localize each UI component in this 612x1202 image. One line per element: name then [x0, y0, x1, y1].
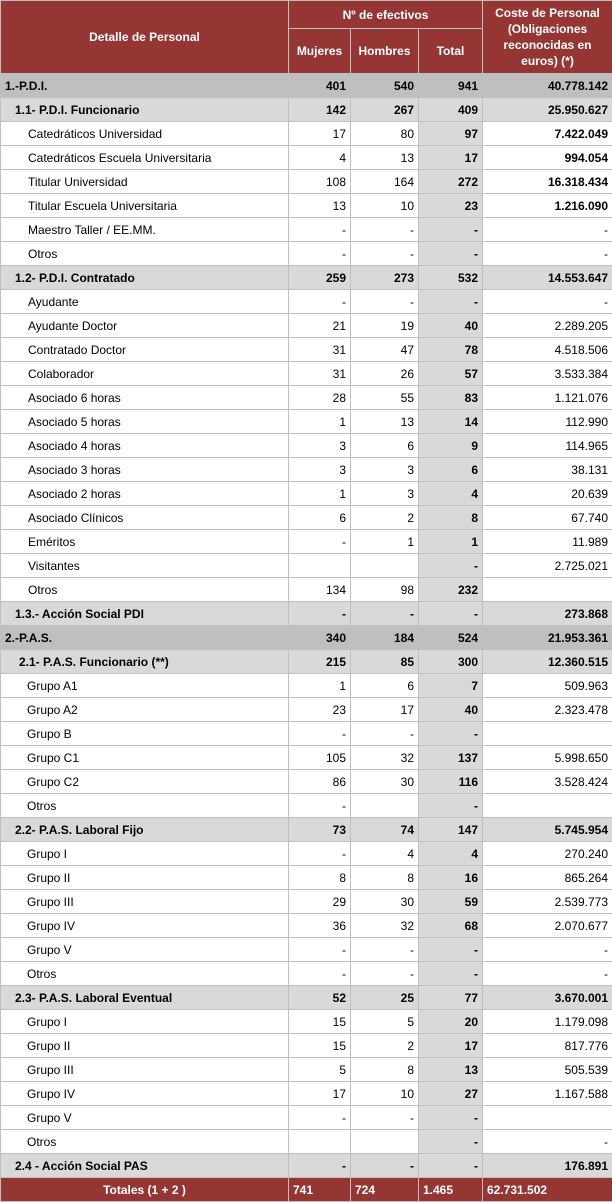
total-count: -	[419, 794, 483, 818]
total-count: 40	[419, 314, 483, 338]
table-row	[1, 1082, 612, 1106]
total-count: 6	[419, 458, 483, 482]
women-count: 340	[289, 626, 351, 650]
cost-value: 3.528.424	[483, 770, 612, 794]
total-count: 1	[419, 530, 483, 554]
row-label: Grupo II	[1, 1034, 289, 1058]
section-row	[1, 1154, 612, 1178]
men-count: -	[351, 218, 419, 242]
row-label: Grupo IV	[1, 1082, 289, 1106]
total-count: 83	[419, 386, 483, 410]
total-count: 59	[419, 890, 483, 914]
men-count: 85	[351, 650, 419, 674]
total-count: 409	[419, 98, 483, 122]
women-count: 8	[289, 866, 351, 890]
men-count: 273	[351, 266, 419, 290]
table-row	[1, 482, 612, 506]
women-count: 29	[289, 890, 351, 914]
row-label: Grupo I	[1, 1010, 289, 1034]
men-count: 80	[351, 122, 419, 146]
cost-value: 273.868	[483, 602, 612, 626]
row-label: 2.3- P.A.S. Laboral Eventual	[1, 986, 289, 1010]
row-label: 2.2- P.A.S. Laboral Fijo	[1, 818, 289, 842]
table-row	[1, 962, 612, 986]
total-count: -	[419, 554, 483, 578]
cost-value: 176.891	[483, 1154, 612, 1178]
row-label: 2.-P.A.S.	[1, 626, 289, 650]
men-count: 30	[351, 890, 419, 914]
table-row	[1, 506, 612, 530]
cost-value: -	[483, 218, 612, 242]
totals-cost: 62.731.502	[483, 1178, 612, 1202]
men-count: 47	[351, 338, 419, 362]
row-label: Colaborador	[1, 362, 289, 386]
total-count: 8	[419, 506, 483, 530]
row-label: Titular Escuela Universitaria	[1, 194, 289, 218]
women-count: 31	[289, 362, 351, 386]
men-count: 17	[351, 698, 419, 722]
women-count: 134	[289, 578, 351, 602]
table-row	[1, 578, 612, 602]
women-count: -	[289, 290, 351, 314]
total-count: 27	[419, 1082, 483, 1106]
women-count: 17	[289, 122, 351, 146]
table-row	[1, 914, 612, 938]
women-count	[289, 1130, 351, 1154]
cost-value: 1.167.588	[483, 1082, 612, 1106]
women-count	[289, 554, 351, 578]
cost-value: 40.778.142	[483, 74, 612, 98]
row-label: 1.2- P.D.I. Contratado	[1, 266, 289, 290]
header-detail: Detalle de Personal	[1, 1, 289, 74]
women-count: 401	[289, 74, 351, 98]
women-count: 259	[289, 266, 351, 290]
total-count: 23	[419, 194, 483, 218]
cost-value: -	[483, 290, 612, 314]
total-count: 9	[419, 434, 483, 458]
row-label: Grupo II	[1, 866, 289, 890]
men-count: -	[351, 722, 419, 746]
men-count: 30	[351, 770, 419, 794]
row-label: Eméritos	[1, 530, 289, 554]
table-row	[1, 314, 612, 338]
table-row	[1, 218, 612, 242]
men-count: 4	[351, 842, 419, 866]
total-count: 147	[419, 818, 483, 842]
women-count: -	[289, 722, 351, 746]
row-label: Grupo C2	[1, 770, 289, 794]
women-count: 15	[289, 1034, 351, 1058]
cost-value: 2.725.021	[483, 554, 612, 578]
table-row	[1, 1130, 612, 1154]
total-count: 17	[419, 146, 483, 170]
total-count: 524	[419, 626, 483, 650]
table-row	[1, 1034, 612, 1058]
table-row	[1, 290, 612, 314]
row-label: Maestro Taller / EE.MM.	[1, 218, 289, 242]
cost-value: 2.323.478	[483, 698, 612, 722]
table-row	[1, 170, 612, 194]
women-count: -	[289, 938, 351, 962]
row-label: Ayudante	[1, 290, 289, 314]
men-count: 10	[351, 1082, 419, 1106]
total-count: 137	[419, 746, 483, 770]
table-row	[1, 698, 612, 722]
total-count: 7	[419, 674, 483, 698]
men-count	[351, 554, 419, 578]
row-label: Otros	[1, 578, 289, 602]
table-row	[1, 338, 612, 362]
men-count: -	[351, 242, 419, 266]
header-total: Total	[419, 29, 483, 74]
men-count: 98	[351, 578, 419, 602]
cost-value: 4.518.506	[483, 338, 612, 362]
row-label: Asociado 4 horas	[1, 434, 289, 458]
row-label: Visitantes	[1, 554, 289, 578]
men-count: 19	[351, 314, 419, 338]
cost-value: 21.953.361	[483, 626, 612, 650]
row-label: Grupo IV	[1, 914, 289, 938]
men-count: 25	[351, 986, 419, 1010]
row-label: Otros	[1, 794, 289, 818]
women-count: 21	[289, 314, 351, 338]
table-row	[1, 530, 612, 554]
table-row	[1, 1058, 612, 1082]
totals-men: 724	[351, 1178, 419, 1202]
total-count: -	[419, 962, 483, 986]
women-count: 142	[289, 98, 351, 122]
women-count: 108	[289, 170, 351, 194]
women-count: -	[289, 1154, 351, 1178]
men-count: 6	[351, 434, 419, 458]
cost-value: -	[483, 938, 612, 962]
men-count: -	[351, 938, 419, 962]
row-label: Grupo A1	[1, 674, 289, 698]
women-count: 73	[289, 818, 351, 842]
cost-value: 11.989	[483, 530, 612, 554]
women-count: 52	[289, 986, 351, 1010]
women-count: -	[289, 842, 351, 866]
women-count: 105	[289, 746, 351, 770]
women-count: 6	[289, 506, 351, 530]
row-label: 1.1- P.D.I. Funcionario	[1, 98, 289, 122]
cost-value	[483, 1106, 612, 1130]
total-count: 20	[419, 1010, 483, 1034]
women-count: 13	[289, 194, 351, 218]
table-row	[1, 938, 612, 962]
men-count: 3	[351, 482, 419, 506]
cost-value: 270.240	[483, 842, 612, 866]
section-row	[1, 818, 612, 842]
section-row	[1, 98, 612, 122]
men-count: -	[351, 962, 419, 986]
table-row	[1, 554, 612, 578]
total-count: 17	[419, 1034, 483, 1058]
men-count: 267	[351, 98, 419, 122]
cost-value: 114.965	[483, 434, 612, 458]
men-count: 2	[351, 1034, 419, 1058]
total-count: 14	[419, 410, 483, 434]
cost-value: 20.639	[483, 482, 612, 506]
table-row	[1, 890, 612, 914]
women-count: -	[289, 242, 351, 266]
row-label: Ayudante Doctor	[1, 314, 289, 338]
total-count: 78	[419, 338, 483, 362]
cost-value	[483, 794, 612, 818]
cost-value: 1.179.098	[483, 1010, 612, 1034]
row-label: Asociado Clínicos	[1, 506, 289, 530]
table-row	[1, 122, 612, 146]
section-row	[1, 986, 612, 1010]
section-row	[1, 650, 612, 674]
total-count: 4	[419, 842, 483, 866]
women-count: 3	[289, 434, 351, 458]
cost-value	[483, 578, 612, 602]
cost-value: 3.670.001	[483, 986, 612, 1010]
total-count: 272	[419, 170, 483, 194]
row-label: 2.4 - Acción Social PAS	[1, 1154, 289, 1178]
cost-value: 67.740	[483, 506, 612, 530]
total-count: 57	[419, 362, 483, 386]
table-row	[1, 770, 612, 794]
men-count: 26	[351, 362, 419, 386]
totals-women: 741	[289, 1178, 351, 1202]
cost-value: 3.533.384	[483, 362, 612, 386]
men-count: 13	[351, 146, 419, 170]
total-count: 16	[419, 866, 483, 890]
table-row	[1, 146, 612, 170]
men-count: 3	[351, 458, 419, 482]
row-label: Otros	[1, 962, 289, 986]
table-row	[1, 362, 612, 386]
cost-value: 16.318.434	[483, 170, 612, 194]
total-count: 232	[419, 578, 483, 602]
women-count: 86	[289, 770, 351, 794]
women-count: 1	[289, 410, 351, 434]
table-row	[1, 722, 612, 746]
row-label: 1.3.- Acción Social PDI	[1, 602, 289, 626]
women-count: 1	[289, 674, 351, 698]
total-count: -	[419, 242, 483, 266]
total-count: -	[419, 1106, 483, 1130]
row-label: Asociado 3 horas	[1, 458, 289, 482]
table-row	[1, 1106, 612, 1130]
cost-value: 509.963	[483, 674, 612, 698]
total-count: -	[419, 218, 483, 242]
table-row	[1, 242, 612, 266]
header-effectives: Nº de efectivos	[289, 1, 483, 29]
women-count: -	[289, 1106, 351, 1130]
table-row	[1, 794, 612, 818]
men-count	[351, 1130, 419, 1154]
men-count: 55	[351, 386, 419, 410]
men-count: 8	[351, 1058, 419, 1082]
table-row	[1, 194, 612, 218]
men-count: 184	[351, 626, 419, 650]
table-row	[1, 866, 612, 890]
men-count: 8	[351, 866, 419, 890]
table-row	[1, 1010, 612, 1034]
row-label: Grupo B	[1, 722, 289, 746]
row-label: Titular Universidad	[1, 170, 289, 194]
women-count: 3	[289, 458, 351, 482]
men-count: 10	[351, 194, 419, 218]
row-label: Grupo I	[1, 842, 289, 866]
total-count: 300	[419, 650, 483, 674]
row-label: Catedráticos Universidad	[1, 122, 289, 146]
women-count: -	[289, 218, 351, 242]
men-count: 32	[351, 914, 419, 938]
row-label: Asociado 6 horas	[1, 386, 289, 410]
cost-value: 112.990	[483, 410, 612, 434]
men-count: -	[351, 1154, 419, 1178]
total-count: 97	[419, 122, 483, 146]
cost-value: 817.776	[483, 1034, 612, 1058]
total-count: 77	[419, 986, 483, 1010]
cost-value: 1.121.076	[483, 386, 612, 410]
header-cost: Coste de Personal (Obligaciones reconocidas en euros) (*)	[483, 1, 612, 74]
women-count: 15	[289, 1010, 351, 1034]
cost-value: -	[483, 1130, 612, 1154]
men-count: 540	[351, 74, 419, 98]
cost-value: 25.950.627	[483, 98, 612, 122]
total-count: -	[419, 1154, 483, 1178]
table-row	[1, 386, 612, 410]
row-label: Grupo III	[1, 1058, 289, 1082]
row-label: Contratado Doctor	[1, 338, 289, 362]
total-count: 532	[419, 266, 483, 290]
row-label: 2.1- P.A.S. Funcionario (**)	[1, 650, 289, 674]
section-row	[1, 266, 612, 290]
table-row	[1, 674, 612, 698]
table-row	[1, 842, 612, 866]
row-label: Asociado 2 horas	[1, 482, 289, 506]
total-count: 13	[419, 1058, 483, 1082]
row-label: Catedráticos Escuela Universitaria	[1, 146, 289, 170]
totals-label: Totales (1 + 2 )	[1, 1178, 289, 1202]
table-row	[1, 410, 612, 434]
men-count: 164	[351, 170, 419, 194]
table-row	[1, 434, 612, 458]
cost-value	[483, 722, 612, 746]
women-count: 1	[289, 482, 351, 506]
table-row	[1, 458, 612, 482]
women-count: 4	[289, 146, 351, 170]
total-count: -	[419, 1130, 483, 1154]
cost-value: 505.539	[483, 1058, 612, 1082]
women-count: 28	[289, 386, 351, 410]
cost-value: 994.054	[483, 146, 612, 170]
cost-value: 38.131	[483, 458, 612, 482]
totals-row	[1, 1178, 612, 1202]
cost-value: -	[483, 962, 612, 986]
section-row	[1, 74, 612, 98]
women-count: -	[289, 962, 351, 986]
total-count: 4	[419, 482, 483, 506]
row-label: Grupo V	[1, 1106, 289, 1130]
table-body	[1, 74, 612, 1178]
men-count: 74	[351, 818, 419, 842]
cost-value: 2.289.205	[483, 314, 612, 338]
men-count: 5	[351, 1010, 419, 1034]
women-count: 5	[289, 1058, 351, 1082]
row-label: Otros	[1, 242, 289, 266]
men-count: 6	[351, 674, 419, 698]
women-count: 215	[289, 650, 351, 674]
cost-value: 2.070.677	[483, 914, 612, 938]
women-count: -	[289, 602, 351, 626]
total-count: 116	[419, 770, 483, 794]
men-count: -	[351, 602, 419, 626]
cost-value: 2.539.773	[483, 890, 612, 914]
totals-total: 1.465	[419, 1178, 483, 1202]
total-count: -	[419, 938, 483, 962]
women-count: -	[289, 794, 351, 818]
table-row	[1, 746, 612, 770]
total-count: 941	[419, 74, 483, 98]
header-men: Hombres	[351, 29, 419, 74]
row-label: Asociado 5 horas	[1, 410, 289, 434]
men-count: 13	[351, 410, 419, 434]
cost-value: -	[483, 242, 612, 266]
row-label: Grupo III	[1, 890, 289, 914]
men-count: -	[351, 1106, 419, 1130]
women-count: 31	[289, 338, 351, 362]
section-row	[1, 626, 612, 650]
women-count: 23	[289, 698, 351, 722]
men-count: 2	[351, 506, 419, 530]
cost-value: 5.998.650	[483, 746, 612, 770]
men-count: 1	[351, 530, 419, 554]
women-count: 36	[289, 914, 351, 938]
men-count: -	[351, 290, 419, 314]
total-count: -	[419, 722, 483, 746]
cost-value: 12.360.515	[483, 650, 612, 674]
row-label: 1.-P.D.I.	[1, 74, 289, 98]
cost-value: 865.264	[483, 866, 612, 890]
row-label: Grupo A2	[1, 698, 289, 722]
cost-value: 14.553.647	[483, 266, 612, 290]
women-count: 17	[289, 1082, 351, 1106]
total-count: 40	[419, 698, 483, 722]
row-label: Grupo C1	[1, 746, 289, 770]
cost-value: 5.745.954	[483, 818, 612, 842]
total-count: -	[419, 602, 483, 626]
total-count: 68	[419, 914, 483, 938]
header-women: Mujeres	[289, 29, 351, 74]
women-count: -	[289, 530, 351, 554]
total-count: -	[419, 290, 483, 314]
cost-value: 7.422.049	[483, 122, 612, 146]
men-count	[351, 794, 419, 818]
men-count: 32	[351, 746, 419, 770]
cost-value: 1.216.090	[483, 194, 612, 218]
row-label: Grupo V	[1, 938, 289, 962]
section-row	[1, 602, 612, 626]
row-label: Otros	[1, 1130, 289, 1154]
